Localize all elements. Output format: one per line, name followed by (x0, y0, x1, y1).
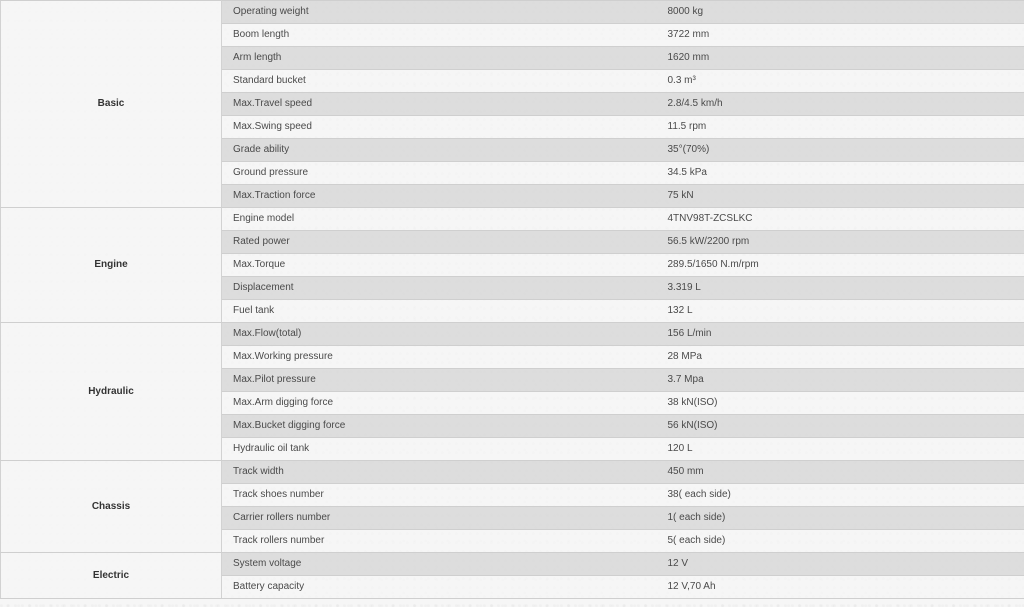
spec-param: Fuel tank (222, 300, 657, 323)
spec-param: Boom length (222, 24, 657, 47)
spec-row (1, 1, 1024, 24)
spec-value: 5( each side) (657, 530, 1024, 553)
spec-param: Standard bucket (222, 70, 657, 93)
spec-value: 34.5 kPa (657, 162, 1024, 185)
group-label: Basic (1, 1, 222, 208)
spec-value: 56.5 kW/2200 rpm (657, 231, 1024, 254)
spec-value: 8000 kg (657, 1, 1024, 24)
spec-param: Track rollers number (222, 530, 657, 553)
spec-value: 156 L/min (657, 323, 1024, 346)
group-label: Hydraulic (1, 323, 222, 461)
spec-param: Hydraulic oil tank (222, 438, 657, 461)
spec-param: Displacement (222, 277, 657, 300)
spec-value: 132 L (657, 300, 1024, 323)
spec-row (1, 461, 1024, 484)
spec-value: 1620 mm (657, 47, 1024, 70)
spec-param: Max.Flow(total) (222, 323, 657, 346)
spec-value: 11.5 rpm (657, 116, 1024, 139)
spec-table-body (1, 1, 1024, 599)
spec-param: Max.Traction force (222, 185, 657, 208)
spec-param: Max.Bucket digging force (222, 415, 657, 438)
spec-param: Track width (222, 461, 657, 484)
spec-value: 0.3 m³ (657, 70, 1024, 93)
group-label: Chassis (1, 461, 222, 553)
spec-param: Battery capacity (222, 576, 657, 599)
group-label: Electric (1, 553, 222, 599)
spec-row (1, 208, 1024, 231)
spec-value: 35°(70%) (657, 139, 1024, 162)
spec-row (1, 553, 1024, 576)
spec-param: Max.Working pressure (222, 346, 657, 369)
spec-value: 3722 mm (657, 24, 1024, 47)
spec-value: 3.319 L (657, 277, 1024, 300)
spec-param: Grade ability (222, 139, 657, 162)
spec-param: Track shoes number (222, 484, 657, 507)
spec-param: Ground pressure (222, 162, 657, 185)
spec-value: 4TNV98T-ZCSLKC (657, 208, 1024, 231)
spec-value: 289.5/1650 N.m/rpm (657, 254, 1024, 277)
spec-value: 12 V (657, 553, 1024, 576)
spec-param: Operating weight (222, 1, 657, 24)
spec-param: Rated power (222, 231, 657, 254)
spec-value: 3.7 Mpa (657, 369, 1024, 392)
spec-value: 1( each side) (657, 507, 1024, 530)
spec-value: 450 mm (657, 461, 1024, 484)
spec-value: 38( each side) (657, 484, 1024, 507)
spec-value: 120 L (657, 438, 1024, 461)
spec-param: Max.Pilot pressure (222, 369, 657, 392)
group-label: Engine (1, 208, 222, 323)
spec-param: Max.Torque (222, 254, 657, 277)
spec-value: 2.8/4.5 km/h (657, 93, 1024, 116)
spec-value: 75 kN (657, 185, 1024, 208)
spec-param: Arm length (222, 47, 657, 70)
spec-param: Max.Swing speed (222, 116, 657, 139)
spec-value: 38 kN(ISO) (657, 392, 1024, 415)
spec-param: System voltage (222, 553, 657, 576)
spec-param: Max.Arm digging force (222, 392, 657, 415)
spec-value: 12 V,70 Ah (657, 576, 1024, 599)
spec-param: Carrier rollers number (222, 507, 657, 530)
spec-param: Engine model (222, 208, 657, 231)
spec-value: 28 MPa (657, 346, 1024, 369)
spec-row (1, 323, 1024, 346)
spec-value: 56 kN(ISO) (657, 415, 1024, 438)
spec-param: Max.Travel speed (222, 93, 657, 116)
